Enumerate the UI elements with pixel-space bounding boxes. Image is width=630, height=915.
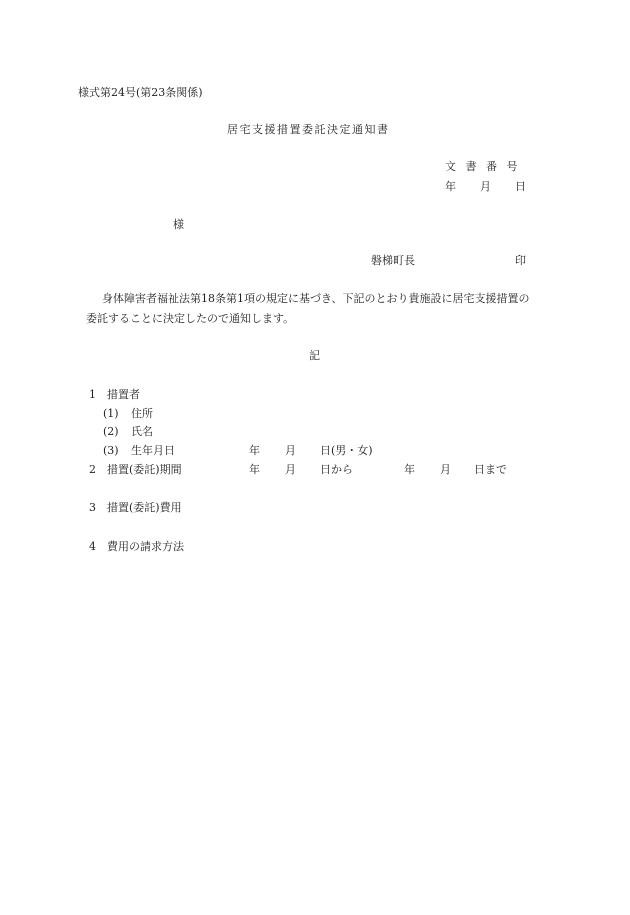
subitem-1-number: (1) (103, 407, 119, 420)
ki-heading: 記 (309, 349, 320, 362)
addressee-suffix: 様 (173, 218, 184, 231)
period-from-year: 年 (249, 463, 260, 476)
seal-mark: 印 (515, 254, 526, 267)
date-month: 月 (480, 180, 491, 193)
birth-year: 年 (249, 444, 260, 457)
birth-day-gender: 日(男・女) (320, 444, 373, 457)
period-to-day: 日まで (474, 463, 507, 476)
body-line-1: 身体障害者福祉法第18条第1項の規定に基づき、下記のとおり貴施設に居宅支援措置の (102, 292, 530, 305)
document-title: 居宅支援措置委託決定通知書 (227, 123, 390, 136)
period-to-year: 年 (404, 463, 415, 476)
birth-month: 月 (285, 444, 296, 457)
subitem-3-number: (3) (103, 444, 119, 457)
subitem-2-number: (2) (103, 425, 119, 438)
date-year: 年 (445, 180, 456, 193)
form-label: 様式第24号(第23条関係) (78, 86, 203, 99)
body-line-2: 委託することに決定したので通知します。 (86, 312, 295, 325)
item-2-number: 2 (89, 463, 96, 476)
item-2-label: 措置(委託)期間 (107, 463, 182, 476)
sender-name: 磐梯町長 (371, 254, 415, 267)
period-to-month: 月 (440, 463, 451, 476)
date-day: 日 (515, 180, 526, 193)
item-4-label: 費用の請求方法 (107, 540, 184, 553)
subitem-2-label: 氏名 (131, 425, 153, 438)
subitem-1-label: 住所 (131, 407, 153, 420)
item-3-label: 措置(委託)費用 (107, 501, 182, 514)
period-from-day: 日から (320, 463, 353, 476)
item-1-number: 1 (89, 388, 96, 401)
doc-number-label: 文 書 番 号 (445, 160, 518, 173)
item-3-number: 3 (89, 501, 96, 514)
item-1-label: 措置者 (107, 388, 140, 401)
subitem-3-label: 生年月日 (131, 444, 175, 457)
item-4-number: 4 (89, 540, 96, 553)
period-from-month: 月 (285, 463, 296, 476)
